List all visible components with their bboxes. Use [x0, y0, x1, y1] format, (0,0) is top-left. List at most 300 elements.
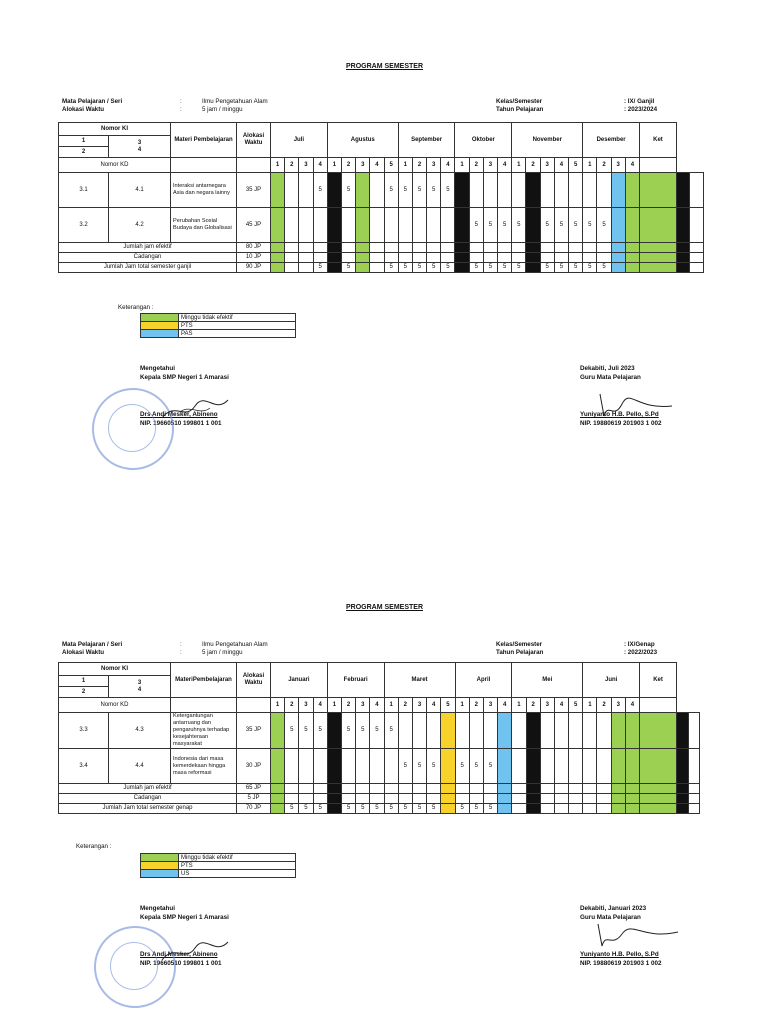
- ket-cell: [688, 713, 699, 749]
- week-number: 3: [299, 158, 313, 173]
- month-header: April: [455, 663, 512, 698]
- jp-cell: 35 JP: [237, 173, 271, 208]
- materi-header: Materi Pembelajaran: [171, 123, 237, 158]
- kepsek-title: Kepala SMP Negeri 1 Amarasi: [140, 374, 229, 381]
- kepsek-nip: NIP. 19660510 199801 1 001: [140, 420, 222, 427]
- week-cell: 5: [398, 749, 412, 784]
- week-cell: 5: [341, 804, 355, 814]
- week-cell: [341, 784, 355, 794]
- week-cell: [299, 263, 313, 273]
- week-cell: 5: [540, 208, 554, 243]
- mapel-value: Ilmu Pengetahuan Alam: [202, 98, 268, 105]
- kelas-label: Kelas/Semester: [496, 641, 543, 648]
- week-cell: [313, 794, 327, 804]
- week-cell: [370, 263, 384, 273]
- week-cell: [469, 794, 483, 804]
- week-number: 4: [441, 158, 455, 173]
- tahun-value: : 2022/2023: [624, 649, 658, 656]
- materi-cell: Ketergantungan antarruang dan pengaruhnya terhadap kesejahteraan masyarakat: [171, 713, 237, 749]
- week-number: 4: [625, 698, 639, 713]
- page-title: PROGRAM SEMESTER: [346, 604, 424, 611]
- week-cell: [512, 713, 526, 749]
- ket-cell: [688, 794, 699, 804]
- week-cell: 5: [583, 263, 597, 273]
- week-cell: [341, 253, 355, 263]
- ket-cell: [688, 749, 699, 784]
- ket-cell: [690, 208, 704, 243]
- week-cell: 5: [313, 173, 327, 208]
- week-number: 2: [341, 158, 355, 173]
- week-number: 1: [455, 158, 469, 173]
- week-cell: [356, 243, 370, 253]
- week-cell: [455, 713, 469, 749]
- week-cell: [676, 208, 690, 243]
- week-cell: [356, 784, 370, 794]
- blank-cell: [171, 698, 237, 713]
- week-number: 1: [455, 698, 469, 713]
- legend-row: [141, 322, 296, 330]
- week-cell: [569, 243, 583, 253]
- week-cell: [583, 243, 597, 253]
- week-cell: [313, 243, 327, 253]
- week-cell: [554, 173, 568, 208]
- week-cell: [625, 804, 639, 814]
- week-cell: [625, 794, 639, 804]
- week-cell: [483, 173, 497, 208]
- week-cell: [639, 263, 676, 273]
- colon: :: [180, 106, 182, 113]
- keterangan-label: Keterangan :: [76, 843, 112, 850]
- week-cell: 5: [370, 713, 384, 749]
- week-cell: [625, 713, 639, 749]
- week-cell: 5: [412, 804, 426, 814]
- kepsek-name: Drs Andi Mesker, Abineno: [140, 411, 218, 418]
- week-number: 2: [469, 698, 483, 713]
- ket-cell: [688, 784, 699, 794]
- week-cell: [583, 794, 597, 804]
- week-cell: 5: [427, 749, 441, 784]
- week-cell: [583, 713, 597, 749]
- week-cell: 5: [597, 208, 611, 243]
- week-cell: [512, 804, 526, 814]
- summary-label: Jumlah Jam total semester ganjil: [59, 263, 237, 273]
- tahun-label: Tahun Pelajaran: [496, 106, 544, 113]
- week-cell: [597, 749, 611, 784]
- kepsek-nip: NIP. 19660510 199801 1 001: [140, 960, 222, 967]
- week-cell: [640, 749, 677, 784]
- week-cell: [370, 794, 384, 804]
- week-cell: [441, 784, 455, 794]
- header-row-months: [59, 663, 700, 676]
- week-cell: [370, 784, 384, 794]
- guru-name: Yuniyanto H.B. Pello, S.Pd: [580, 411, 659, 418]
- legend-row: [141, 870, 296, 878]
- week-cell: 5: [498, 208, 512, 243]
- week-number: 1: [583, 158, 597, 173]
- ki-3-4: [109, 676, 171, 698]
- week-cell: [639, 208, 676, 243]
- week-cell: [540, 794, 554, 804]
- week-cell: [455, 243, 469, 253]
- week-cell: [441, 804, 455, 814]
- week-cell: 5: [384, 263, 398, 273]
- week-number: 2: [526, 698, 540, 713]
- week-cell: [341, 243, 355, 253]
- legend-row: [141, 862, 296, 870]
- blank-cell: [237, 158, 271, 173]
- materi-cell: Indonesia dari masa kemerdekaan hingga masa reformasi: [171, 749, 237, 784]
- week-number: 3: [356, 698, 370, 713]
- week-number: 2: [526, 158, 540, 173]
- week-cell: 5: [583, 208, 597, 243]
- kepsek-signature-scribble: [160, 938, 230, 966]
- mapel-label: Mata Pelajaran / Seri: [62, 98, 123, 105]
- week-cell: [285, 749, 299, 784]
- week-cell: [639, 243, 676, 253]
- week-cell: [625, 263, 639, 273]
- week-cell: [554, 713, 568, 749]
- materi-cell: Perubahan Sosial Budaya dan Globalisasi: [171, 208, 237, 243]
- week-cell: [412, 253, 426, 263]
- ki-2: 2: [59, 687, 109, 698]
- legend-text: US: [179, 870, 296, 878]
- week-number: 3: [483, 698, 497, 713]
- week-cell: [271, 208, 285, 243]
- week-cell: [569, 804, 583, 814]
- week-cell: [625, 173, 639, 208]
- week-cell: [299, 253, 313, 263]
- week-cell: [455, 253, 469, 263]
- week-cell: [299, 794, 313, 804]
- week-number: 3: [611, 158, 625, 173]
- week-cell: [677, 794, 688, 804]
- place-date: Dekabiti, Januari 2023: [580, 905, 647, 912]
- week-cell: [427, 713, 441, 749]
- week-cell: 5: [412, 173, 426, 208]
- kepsek-title: Kepala SMP Negeri 1 Amarasi: [140, 914, 229, 921]
- week-cell: 5: [469, 804, 483, 814]
- ket-cell: [640, 698, 677, 713]
- week-cell: [540, 804, 554, 814]
- week-cell: [370, 208, 384, 243]
- alokasi-header: Alokasi Waktu: [237, 663, 271, 698]
- week-cell: [327, 804, 341, 814]
- week-cell: [597, 794, 611, 804]
- week-cell: [569, 713, 583, 749]
- week-cell: [611, 713, 625, 749]
- month-header: Agustus: [327, 123, 398, 158]
- week-cell: [611, 804, 625, 814]
- week-cell: [526, 173, 540, 208]
- week-number: 3: [356, 158, 370, 173]
- week-cell: [569, 173, 583, 208]
- kepsek-signature-scribble: [160, 396, 230, 424]
- week-cell: [498, 173, 512, 208]
- week-cell: [341, 208, 355, 243]
- week-cell: [427, 243, 441, 253]
- week-cell: [299, 784, 313, 794]
- week-cell: [597, 713, 611, 749]
- week-number: 2: [597, 698, 611, 713]
- week-cell: [483, 784, 497, 794]
- legend-row: [141, 854, 296, 862]
- week-cell: [398, 713, 412, 749]
- week-cell: [677, 713, 688, 749]
- week-cell: 5: [398, 263, 412, 273]
- week-number: 2: [341, 698, 355, 713]
- summary-jp: 80 JP: [237, 243, 271, 253]
- kd4-cell: 4.3: [109, 713, 171, 749]
- legend-text: Minggu tidak efektif: [179, 854, 296, 862]
- week-cell: [370, 749, 384, 784]
- week-cell: [327, 253, 341, 263]
- week-cell: [569, 253, 583, 263]
- month-header: September: [398, 123, 455, 158]
- summary-row: [59, 263, 704, 273]
- week-cell: [412, 208, 426, 243]
- week-cell: [441, 243, 455, 253]
- colon: :: [180, 649, 182, 656]
- week-cell: [526, 804, 540, 814]
- week-cell: [455, 263, 469, 273]
- week-cell: [398, 208, 412, 243]
- week-cell: [441, 749, 455, 784]
- week-number: 3: [427, 158, 441, 173]
- week-cell: 5: [427, 804, 441, 814]
- week-cell: [597, 804, 611, 814]
- header-info-right: [496, 641, 657, 657]
- week-cell: [299, 749, 313, 784]
- week-cell: [625, 208, 639, 243]
- week-cell: [398, 794, 412, 804]
- week-cell: [540, 749, 554, 784]
- tahun-value: : 2023/2024: [624, 106, 658, 113]
- semester-document-genap: [0, 540, 768, 1024]
- header-row-weeks: [59, 158, 704, 173]
- legend-table: [140, 853, 296, 878]
- week-cell: [313, 208, 327, 243]
- week-cell: [554, 749, 568, 784]
- week-cell: [469, 253, 483, 263]
- ket-header: Ket: [639, 123, 676, 158]
- alokasi-value: 5 jam / minggu: [202, 649, 243, 656]
- summary-jp: 90 JP: [237, 263, 271, 273]
- week-cell: [271, 713, 285, 749]
- nomor-kd-header: Nomor KD: [59, 698, 171, 713]
- week-cell: 5: [313, 263, 327, 273]
- week-cell: 5: [569, 208, 583, 243]
- week-cell: 5: [483, 749, 497, 784]
- week-cell: [611, 253, 625, 263]
- week-cell: [427, 208, 441, 243]
- week-cell: [469, 713, 483, 749]
- week-number: 4: [427, 698, 441, 713]
- week-cell: 5: [427, 263, 441, 273]
- summary-row: [59, 253, 704, 263]
- week-cell: [271, 749, 285, 784]
- week-cell: [526, 713, 540, 749]
- week-cell: [611, 749, 625, 784]
- week-number: 2: [398, 698, 412, 713]
- week-number: 3: [540, 158, 554, 173]
- week-number: 2: [285, 158, 299, 173]
- week-cell: 5: [483, 208, 497, 243]
- week-cell: [327, 263, 341, 273]
- week-cell: [384, 253, 398, 263]
- week-cell: 5: [540, 263, 554, 273]
- week-number: 1: [512, 158, 526, 173]
- week-number: 4: [370, 158, 384, 173]
- week-cell: [677, 749, 688, 784]
- week-cell: [341, 749, 355, 784]
- week-cell: [285, 784, 299, 794]
- ki-2: 2: [59, 147, 109, 158]
- week-cell: [611, 794, 625, 804]
- mengetahui-label: Mengetahui: [140, 365, 175, 372]
- week-number: 5: [569, 158, 583, 173]
- week-number: 1: [327, 158, 341, 173]
- jp-cell: 30 JP: [237, 749, 271, 784]
- program-semester-table: [58, 122, 704, 273]
- week-cell: [384, 243, 398, 253]
- week-cell: [640, 713, 677, 749]
- summary-jp: 65 JP: [237, 784, 271, 794]
- week-cell: [313, 784, 327, 794]
- week-cell: [583, 749, 597, 784]
- week-cell: [639, 253, 676, 263]
- week-cell: [611, 173, 625, 208]
- month-header: Desember: [583, 123, 640, 158]
- month-header: Oktober: [455, 123, 512, 158]
- ki-4: 4: [137, 686, 142, 693]
- kelas-value: : IX/Genap: [624, 641, 655, 648]
- week-cell: [455, 794, 469, 804]
- ket-cell: [690, 263, 704, 273]
- week-cell: [569, 794, 583, 804]
- alokasi-value: 5 jam / minggu: [202, 106, 243, 113]
- week-cell: 5: [384, 173, 398, 208]
- week-cell: 5: [356, 804, 370, 814]
- alokasi-label: Alokasi Waktu: [62, 106, 105, 113]
- summary-label: Cadangan: [59, 794, 237, 804]
- week-cell: [554, 794, 568, 804]
- header-info-left: [62, 641, 268, 657]
- ki-3: 3: [137, 139, 142, 146]
- week-cell: 5: [427, 173, 441, 208]
- jp-cell: 35 JP: [237, 713, 271, 749]
- week-number: 1: [384, 698, 398, 713]
- week-cell: [483, 253, 497, 263]
- week-cell: [299, 173, 313, 208]
- week-cell: [512, 794, 526, 804]
- week-cell: [271, 804, 285, 814]
- kd-row: [59, 208, 704, 243]
- week-cell: 5: [285, 713, 299, 749]
- header-info-right: [496, 98, 657, 114]
- week-cell: 5: [512, 208, 526, 243]
- ket-cell: [690, 253, 704, 263]
- alokasi-header: Alokasi Waktu: [237, 123, 271, 158]
- week-cell: [540, 713, 554, 749]
- week-cell: 5: [569, 263, 583, 273]
- week-cell: [384, 794, 398, 804]
- week-cell: [512, 173, 526, 208]
- ket-header: Ket: [640, 663, 677, 698]
- week-cell: 5: [412, 749, 426, 784]
- legend-text: PTS: [179, 862, 296, 870]
- week-cell: [299, 208, 313, 243]
- week-number: 1: [398, 158, 412, 173]
- week-cell: [677, 804, 688, 814]
- week-cell: [271, 173, 285, 208]
- week-cell: [271, 263, 285, 273]
- week-cell: [327, 794, 341, 804]
- week-cell: [427, 784, 441, 794]
- week-cell: [569, 784, 583, 794]
- keterangan-label: Keterangan :: [118, 304, 154, 311]
- week-cell: 5: [370, 804, 384, 814]
- week-cell: [526, 263, 540, 273]
- week-cell: 5: [341, 713, 355, 749]
- week-cell: 5: [412, 263, 426, 273]
- week-number: 4: [498, 698, 512, 713]
- week-cell: [498, 243, 512, 253]
- page-title: PROGRAM SEMESTER: [346, 63, 424, 70]
- legend-swatch: [141, 870, 179, 878]
- week-cell: [483, 794, 497, 804]
- week-cell: [412, 794, 426, 804]
- guru-nip: NIP. 19880619 201903 1 002: [580, 420, 662, 427]
- week-cell: [526, 784, 540, 794]
- week-cell: [625, 253, 639, 263]
- week-cell: [327, 208, 341, 243]
- week-cell: [597, 243, 611, 253]
- summary-label: Jumlah Jam total semester genap: [59, 804, 237, 814]
- header-row-weeks: [59, 698, 700, 713]
- week-cell: [554, 243, 568, 253]
- week-cell: [441, 794, 455, 804]
- week-cell: [611, 208, 625, 243]
- week-number: 1: [512, 698, 526, 713]
- week-cell: [540, 784, 554, 794]
- week-cell: [356, 794, 370, 804]
- week-cell: [271, 253, 285, 263]
- week-cell: [639, 173, 676, 208]
- week-cell: [313, 749, 327, 784]
- nomor-kd-header: Nomor KD: [59, 158, 171, 173]
- week-cell: [285, 243, 299, 253]
- week-cell: 5: [455, 804, 469, 814]
- week-cell: [384, 784, 398, 794]
- week-cell: [597, 253, 611, 263]
- week-number: 3: [483, 158, 497, 173]
- week-cell: [625, 243, 639, 253]
- ket-cell: [690, 173, 704, 208]
- summary-row: [59, 794, 700, 804]
- tahun-label: Tahun Pelajaran: [496, 649, 544, 656]
- week-cell: [271, 784, 285, 794]
- summary-label: Jumlah jam efektif: [59, 243, 237, 253]
- week-cell: [455, 173, 469, 208]
- week-cell: [412, 784, 426, 794]
- week-cell: 5: [597, 263, 611, 273]
- month-header: Maret: [384, 663, 455, 698]
- week-cell: 5: [469, 749, 483, 784]
- week-cell: [512, 243, 526, 253]
- legend-swatch: [141, 854, 179, 862]
- materi-cell: Interaksi antarnegara Asia dan negara lainny: [171, 173, 237, 208]
- week-cell: [676, 263, 690, 273]
